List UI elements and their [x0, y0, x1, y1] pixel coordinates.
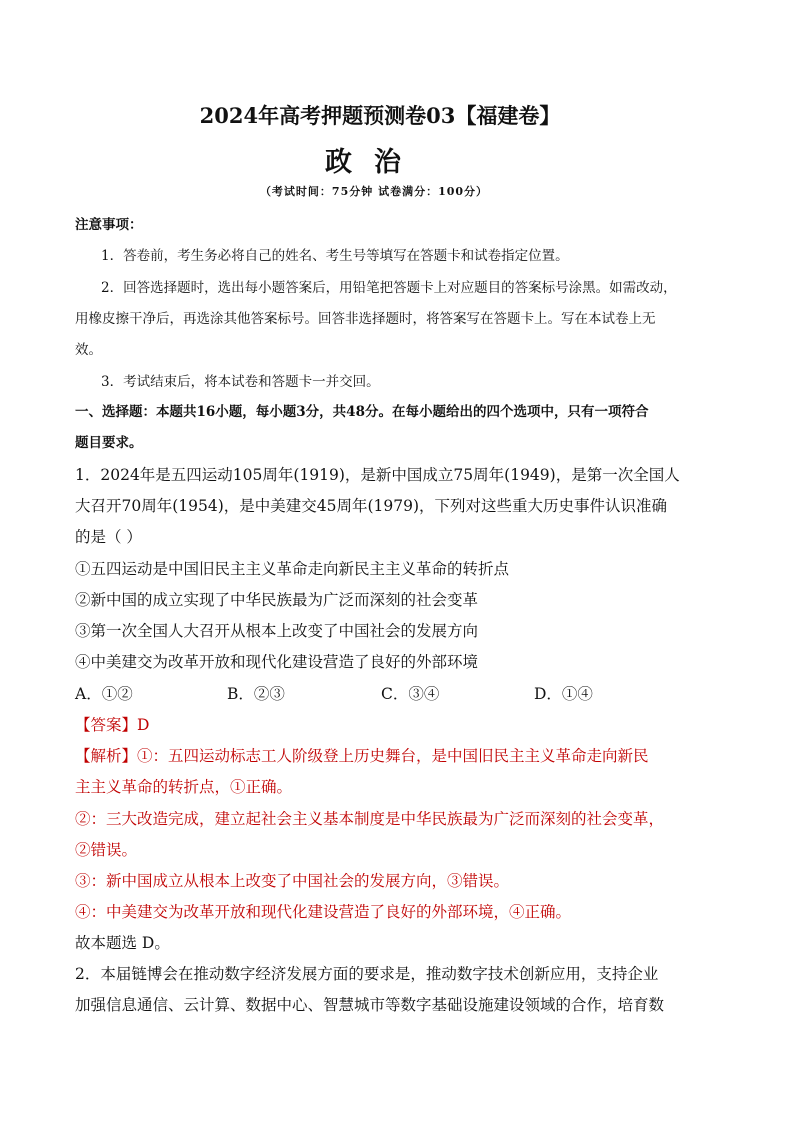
option-d: D．①④	[534, 685, 593, 703]
analysis-line-3: ②：三大改造完成，建立起社会主义基本制度是中华民族最为广泛而深刻的社会变革，	[75, 810, 665, 828]
section-heading-line-2: 题目要求。	[75, 435, 143, 451]
option-a: A．①②	[75, 685, 133, 703]
analysis-line-6: ④：中美建交为改革开放和现代化建设营造了良好的外部环境，④正确。	[75, 903, 572, 921]
analysis-line-2: 主主义革命的转折点，①正确。	[75, 778, 293, 796]
exam-info: （考试时间：75分钟 试卷满分：100分）	[259, 185, 489, 198]
option-b: B．②③	[227, 685, 285, 703]
question-2-stem-line-1: 2．本届链博会在推动数字经济发展方面的要求是，推动数字技术创新应用，支持企业	[75, 965, 659, 983]
note-item-2-line-2: 用橡皮擦干净后，再选涂其他答案标号。回答非选择题时，将答案写在答题卡上。写在本试卷上无	[75, 311, 656, 327]
note-item-2-line-3: 效。	[75, 342, 102, 358]
statement-4: ④中美建交为改革开放和现代化建设营造了良好的外部环境	[75, 653, 479, 671]
analysis-line-4: ②错误。	[75, 841, 138, 859]
note-item-1: 1．答卷前，考生务必将自己的姓名、考生号等填写在答题卡和试卷指定位置。	[101, 248, 569, 264]
notes-heading: 注意事项：	[75, 217, 143, 233]
section-heading-line-1: 一、选择题：本题共16小题，每小题3分，共48分。在每小题给出的四个选项中，只有一项符合	[75, 404, 649, 420]
statement-1: ①五四运动是中国旧民主主义革命走向新民主主义革命的转折点	[75, 560, 510, 578]
question-1-conclusion: 故本题选 D。	[75, 934, 170, 952]
subject-title: 政治	[325, 147, 423, 178]
statement-2: ②新中国的成立实现了中华民族最为广泛而深刻的社会变革	[75, 591, 479, 609]
question-1-stem-line-3: 的是（ ）	[75, 528, 142, 546]
analysis-line-5: ③：新中国成立从根本上改变了中国社会的发展方向，③错误。	[75, 872, 510, 890]
question-1-stem-line-1: 1．2024年是五四运动105周年(1919)，是新中国成立75周年(1949)，是第一次全国人	[75, 466, 680, 484]
question-1-stem-line-2: 大召开70周年(1954)，是中美建交45周年(1979)，下列对这些重大历史事件认识准确	[75, 497, 668, 515]
option-c: C．③④	[381, 685, 440, 703]
statement-3: ③第一次全国人大召开从根本上改变了中国社会的发展方向	[75, 622, 479, 640]
question-2-stem-line-2: 加强信息通信、云计算、数据中心、智慧城市等数字基础设施建设领域的合作，培育数	[75, 996, 665, 1014]
answer-options	[75, 682, 695, 704]
answer-label: 【答案】D	[75, 716, 150, 734]
analysis-line-1: 【解析】①：五四运动标志工人阶级登上历史舞台，是中国旧民主主义革命走向新民	[75, 747, 649, 765]
note-item-2-line-1: 2．回答选择题时，选出每小题答案后，用铅笔把答题卡上对应题目的答案标号涂黑。如需改动，	[101, 280, 677, 296]
note-item-3: 3．考试结束后，将本试卷和答题卡一并交回。	[101, 374, 380, 390]
exam-title: 2024年高考押题预测卷03【福建卷】	[199, 103, 561, 128]
